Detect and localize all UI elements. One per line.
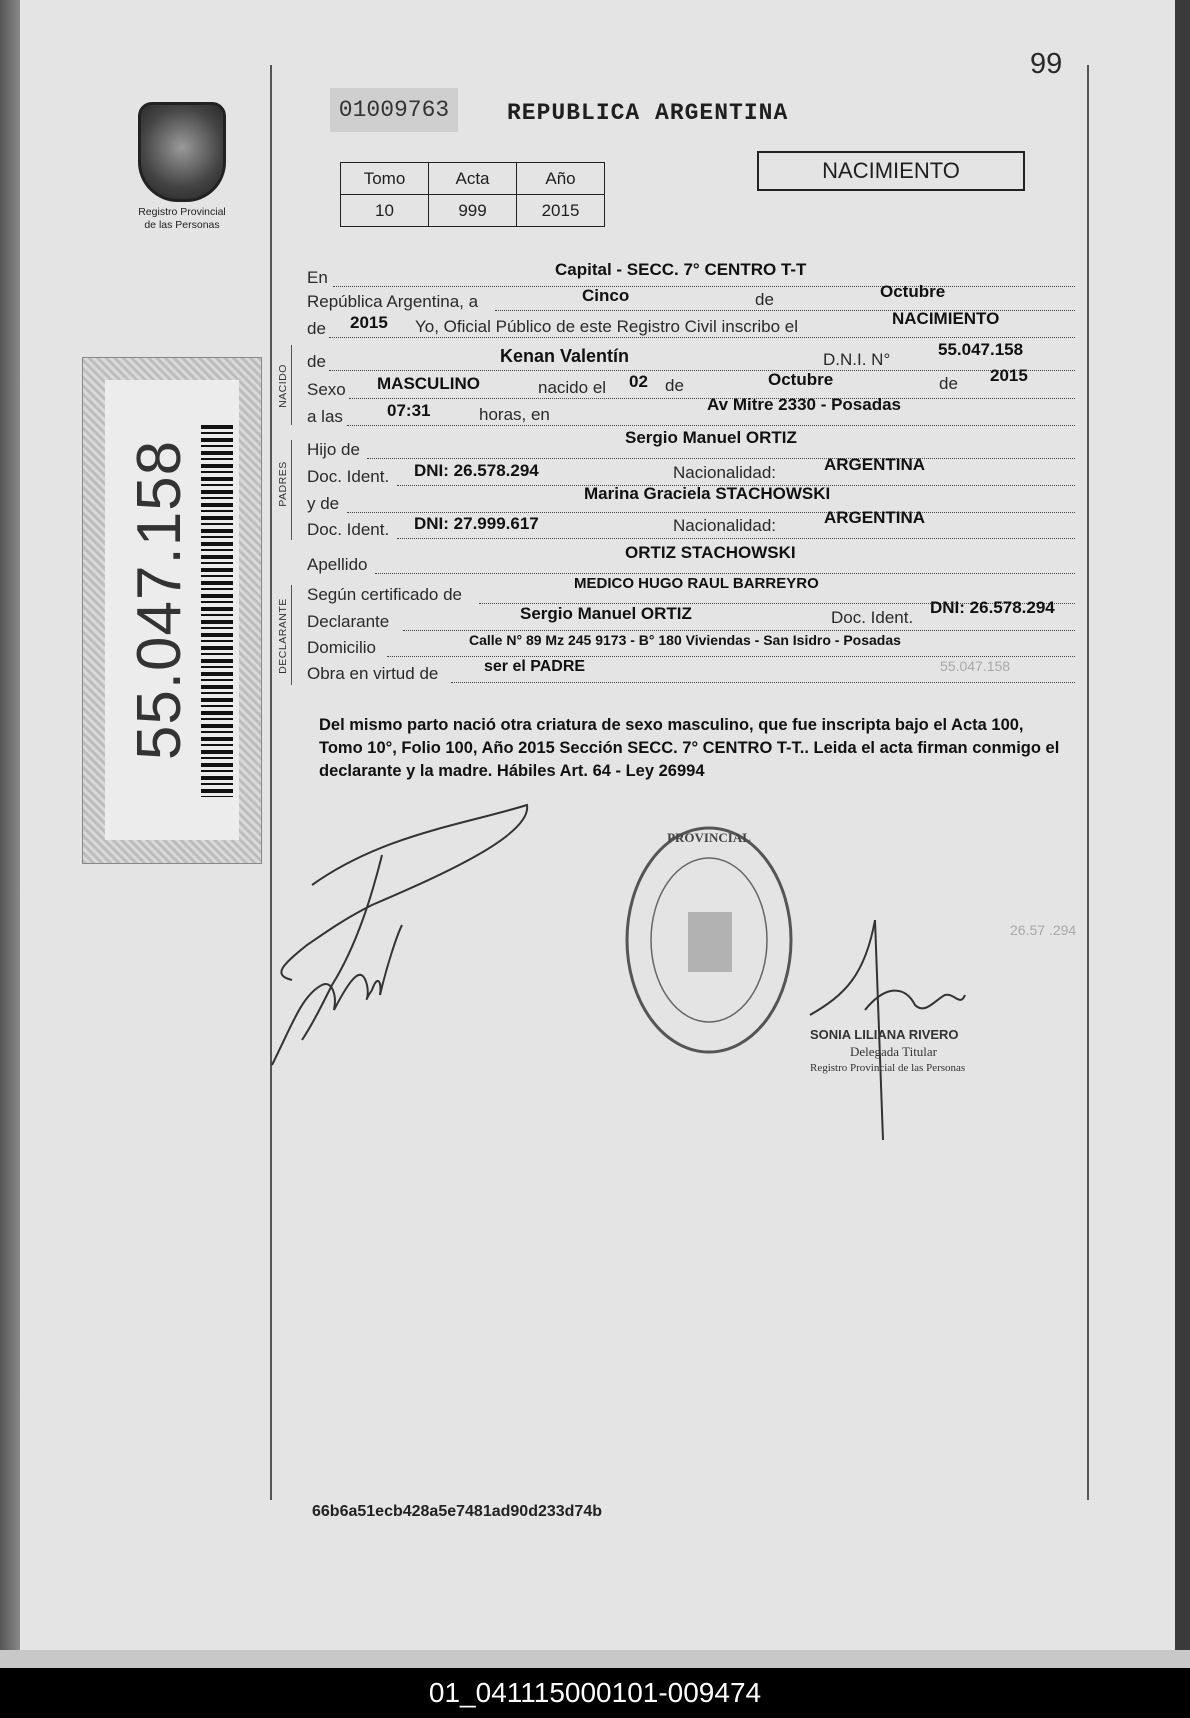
value-act: NACIMIENTO xyxy=(892,309,1000,328)
row-sex xyxy=(307,366,1069,399)
label-de-year: de xyxy=(307,319,326,338)
officer-office: Registro Provincial de las Personas xyxy=(810,1062,966,1074)
row-yo xyxy=(307,311,1069,337)
officer-block xyxy=(810,1026,965,1077)
officer-name: SONIA LILIANA RIVERO xyxy=(810,1027,959,1042)
row-child-name xyxy=(307,340,1069,371)
label-doc-ident-mother: Doc. Ident. xyxy=(307,520,390,539)
label-domicilio: Domicilio xyxy=(307,638,376,657)
label-obra: Obra en virtud de xyxy=(307,664,439,683)
table-header-acta: Acta xyxy=(429,163,517,195)
value-birth-place: Av Mitre 2330 - Posadas xyxy=(707,395,902,414)
registry-table xyxy=(340,162,605,227)
stamp-text: PROVINCIAL xyxy=(667,830,751,845)
side-label-nacido: NACIDO xyxy=(277,364,289,408)
value-year: 2015 xyxy=(350,313,388,332)
row-mother xyxy=(307,482,1069,513)
province-shield-icon xyxy=(138,102,226,202)
value-mother-nationality: ARGENTINA xyxy=(824,508,926,527)
value-capacity: ser el PADRE xyxy=(484,658,586,675)
label-declarante: Declarante xyxy=(307,612,390,631)
label-republica: República Argentina, a xyxy=(307,292,479,311)
label-de2: de xyxy=(665,376,684,395)
value-mother: Marina Graciela STACHOWSKI xyxy=(584,484,831,503)
label-segun: Según certificado de xyxy=(307,585,462,604)
row-capacity xyxy=(307,656,1069,682)
value-place: Capital - SECC. 7° CENTRO T-T xyxy=(555,260,807,279)
nacido-bracket xyxy=(291,345,292,425)
province-logo xyxy=(132,102,232,242)
value-father-nationality: ARGENTINA xyxy=(824,455,926,474)
barcode-inner xyxy=(105,380,239,840)
label-de-name: de xyxy=(307,352,326,371)
page-edge-shadow xyxy=(0,0,20,1650)
footer-file-id: 01_041115000101-009474 xyxy=(0,1668,1190,1718)
label-horas-en: horas, en xyxy=(479,405,550,424)
left-margin-line xyxy=(270,65,272,1500)
label-hijo-de: Hijo de xyxy=(307,440,360,459)
faint-right-number: 26.57 .294 xyxy=(1010,922,1077,938)
row-place xyxy=(307,262,1069,288)
label-apellido: Apellido xyxy=(307,555,368,574)
table-header-ano: Año xyxy=(517,163,605,195)
document-hash: 66b6a51ecb428a5e7481ad90d233d74b xyxy=(312,1503,602,1520)
act-type-box: NACIMIENTO xyxy=(757,151,1025,191)
label-a-las: a las xyxy=(307,407,343,426)
faint-number: 55.047.158 xyxy=(940,658,1011,674)
value-birth-month: Octubre xyxy=(768,370,834,389)
bottom-edge xyxy=(0,1650,1190,1668)
dotted-line xyxy=(375,571,1075,574)
row-father xyxy=(307,428,1069,459)
value-declarant: Sergio Manuel ORTIZ xyxy=(520,604,692,623)
value-mother-dni: DNI: 27.999.617 xyxy=(414,514,539,533)
label-doc-ident-declarant: Doc. Ident. xyxy=(831,608,914,627)
value-birth-year: 2015 xyxy=(990,366,1028,385)
row-surname xyxy=(307,543,1069,574)
barcode-number: 55.047.158 xyxy=(125,439,194,761)
page-number: 99 xyxy=(1030,48,1063,80)
row-address xyxy=(307,630,1069,656)
value-day-words: Cinco xyxy=(582,286,630,305)
serial-number: 01009763 xyxy=(330,88,458,132)
right-margin-line xyxy=(1087,65,1089,1500)
label-nacionalidad-mother: Nacionalidad: xyxy=(673,516,777,535)
value-sex: MASCULINO xyxy=(377,374,480,393)
document-title: REPUBLICA ARGENTINA xyxy=(507,100,789,126)
table-value-tomo: 10 xyxy=(341,195,429,227)
value-surname: ORTIZ STACHOWSKI xyxy=(625,543,796,562)
barcode-bars-icon xyxy=(201,425,233,797)
value-month: Octubre xyxy=(880,282,946,301)
row-father-doc xyxy=(307,455,1069,486)
value-certificate-by: MEDICO HUGO RAUL BARREYRO xyxy=(574,575,819,592)
side-label-padres: PADRES xyxy=(277,461,289,507)
table-value-acta: 999 xyxy=(429,195,517,227)
label-doc-ident: Doc. Ident. xyxy=(307,467,390,486)
value-father-dni: DNI: 26.578.294 xyxy=(414,461,539,480)
value-address: Calle N° 89 Mz 245 9173 - B° 180 Viviendas - San Isidro - Posadas xyxy=(469,632,901,648)
dotted-line xyxy=(451,680,1075,683)
declarant-signature-icon xyxy=(262,795,562,1075)
row-time-place xyxy=(307,395,1069,426)
value-child-dni: 55.047.158 xyxy=(938,340,1024,359)
declarante-bracket xyxy=(291,585,292,685)
label-yo: Yo, Oficial Público de este Registro Civil inscribo el xyxy=(415,317,798,336)
value-child-name: Kenan Valentín xyxy=(500,346,630,366)
label-dni: D.N.I. N° xyxy=(823,350,891,369)
table-value-ano: 2015 xyxy=(517,195,605,227)
row-mother-doc xyxy=(307,508,1069,539)
label-sexo: Sexo xyxy=(307,380,346,399)
logo-caption: Registro Provincial de las Personas xyxy=(138,206,226,231)
barcode-sticker xyxy=(82,357,262,864)
label-de: de xyxy=(755,290,774,309)
officer-role: Delegada Titular xyxy=(850,1044,938,1059)
label-y-de: y de xyxy=(307,494,340,513)
label-nacido-el: nacido el xyxy=(538,378,607,397)
padres-bracket xyxy=(291,440,292,540)
value-father: Sergio Manuel ORTIZ xyxy=(625,428,797,447)
value-declarant-dni: DNI: 26.578.294 xyxy=(930,598,1055,617)
label-nacionalidad: Nacionalidad: xyxy=(673,463,777,482)
dotted-line xyxy=(347,423,1075,426)
dotted-line xyxy=(397,536,1075,539)
official-stamp-icon xyxy=(622,820,797,1060)
label-de3: de xyxy=(939,374,958,393)
additional-note: Del mismo parto nació otra criatura de sexo masculino, que fue inscripta bajo el Acta 100, Tomo 10°, Folio 100, Año 2015 Sección SECC. 7° CENTRO T-T.. Leida el acta firman conmigo el declarante y la madre. Hábiles Art. 64 - Ley 26994 xyxy=(319,716,1060,780)
value-birth-time: 07:31 xyxy=(387,401,431,420)
label-en: En xyxy=(307,268,328,287)
row-declarant xyxy=(307,598,1069,631)
value-birth-day: 02 xyxy=(629,372,648,391)
table-header-tomo: Tomo xyxy=(341,163,429,195)
side-label-declarante: DECLARANTE xyxy=(277,598,289,674)
